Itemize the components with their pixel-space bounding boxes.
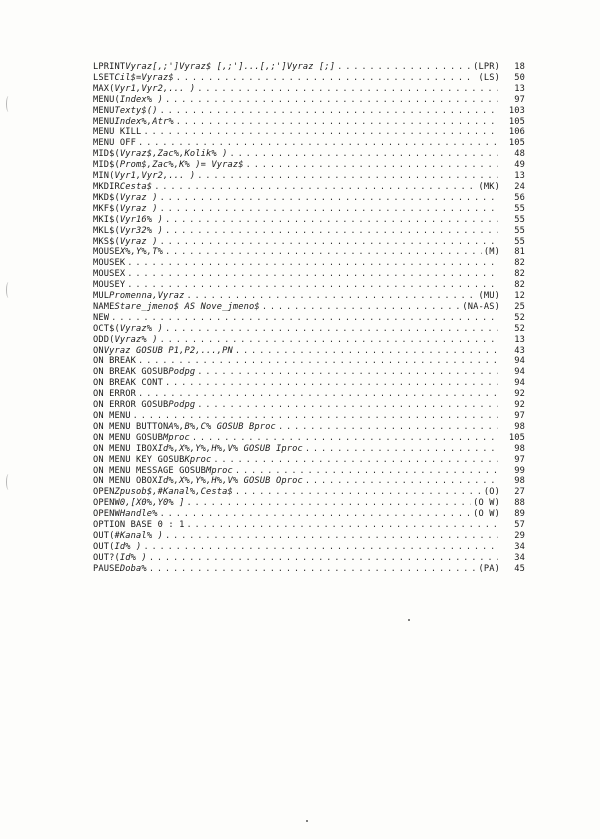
dot-leader bbox=[165, 226, 498, 237]
entry-arguments: 0,[X0%,Y0% ] bbox=[119, 498, 185, 509]
index-entry bbox=[93, 280, 525, 291]
entry-keyword: MUL bbox=[93, 291, 110, 302]
entry-keyword: ON MENU OBOX bbox=[93, 476, 158, 487]
entry-page-number: 94 bbox=[514, 356, 525, 367]
dot-leader bbox=[165, 215, 498, 226]
entry-keyword: LPRINT bbox=[93, 62, 126, 72]
margin-mark bbox=[6, 474, 11, 490]
entry-keyword: MKI$( bbox=[93, 214, 120, 225]
entry-arguments: Vyr32% ) bbox=[119, 225, 163, 236]
entry-keyword: ODD( bbox=[93, 334, 115, 345]
index-entry bbox=[93, 335, 525, 346]
entry-keyword: OPEN bbox=[93, 487, 115, 498]
entry-page-number: 43 bbox=[514, 345, 525, 356]
index-entry bbox=[93, 171, 525, 182]
entry-keyword: MKDIR bbox=[93, 181, 120, 192]
index-entry bbox=[93, 367, 525, 378]
entry-arguments: Prom$,Zac%,K% )= Vyraz$ bbox=[119, 160, 244, 171]
index-entry bbox=[93, 346, 525, 357]
dot-leader bbox=[160, 335, 498, 346]
entry-keyword: MOUSE bbox=[93, 247, 120, 258]
dot-leader bbox=[192, 433, 498, 444]
entry-arguments: Vyraz ) bbox=[119, 203, 158, 214]
entry-abbreviation: (O W) bbox=[473, 509, 500, 520]
dot-leader bbox=[165, 247, 482, 258]
entry-page-number: 88 bbox=[514, 498, 525, 509]
entry-keyword: NAME bbox=[93, 301, 115, 312]
entry-page-number: 92 bbox=[514, 400, 525, 411]
index-entry bbox=[93, 73, 525, 84]
dot-leader bbox=[235, 346, 498, 357]
entry-page-number: 27 bbox=[514, 487, 525, 498]
entry-abbreviation: (LS) bbox=[478, 72, 500, 83]
entry-keyword: MKF$( bbox=[93, 203, 120, 214]
entry-page-number: 89 bbox=[514, 509, 525, 520]
index-entry bbox=[93, 466, 525, 477]
entry-page-number: 105 bbox=[508, 116, 525, 127]
entry-keyword: OPENW bbox=[93, 498, 120, 509]
entry-arguments: Cil$=Vyraz$ bbox=[114, 72, 174, 83]
entry-keyword: MOUSEX bbox=[93, 269, 126, 280]
dot-leader bbox=[197, 400, 498, 411]
dot-leader bbox=[154, 182, 476, 193]
entry-abbreviation: (O W) bbox=[473, 498, 500, 509]
entry-page-number: 55 bbox=[514, 225, 525, 236]
entry-arguments: Id% ) bbox=[114, 541, 142, 552]
dot-leader bbox=[235, 466, 498, 477]
index-entry bbox=[93, 324, 525, 335]
entry-keyword: OUT?( bbox=[93, 552, 120, 563]
index-entry bbox=[93, 433, 525, 444]
dot-leader bbox=[138, 356, 498, 367]
entry-keyword: OCT$( bbox=[93, 323, 120, 334]
dot-leader bbox=[186, 520, 498, 531]
entry-keyword: ON MENU BUTTON bbox=[93, 421, 169, 432]
entry-keyword: ON ERROR GOSUB bbox=[93, 400, 169, 411]
entry-page-number: 103 bbox=[508, 105, 525, 116]
entry-page-number: 29 bbox=[514, 530, 525, 541]
entry-abbreviation: (MU) bbox=[478, 291, 500, 302]
entry-page-number: 57 bbox=[514, 520, 525, 531]
entry-keyword: OUT( bbox=[93, 541, 115, 552]
entry-arguments: Id%,X%,Y%,H%,V% GOSUB Oproc bbox=[157, 476, 303, 487]
entry-arguments: Vyr1,Vyr2,... ) bbox=[114, 171, 196, 182]
index-entry bbox=[93, 193, 525, 204]
index-entry bbox=[93, 476, 525, 487]
entry-arguments: Podpg bbox=[168, 400, 196, 411]
entry-page-number: 94 bbox=[514, 378, 525, 389]
entry-keyword: MENU KILL bbox=[93, 127, 142, 138]
entry-page-number: 34 bbox=[514, 552, 525, 563]
entry-arguments: Zpusob$,#Kanal%,Cesta$ bbox=[114, 487, 233, 498]
entry-keyword: MID$( bbox=[93, 149, 120, 160]
entry-keyword: OUT( bbox=[93, 530, 115, 541]
index-entry bbox=[93, 182, 525, 193]
dot-leader bbox=[127, 258, 498, 269]
entry-arguments: A%,B%,C% GOSUB Bproc bbox=[168, 421, 276, 432]
speck bbox=[306, 820, 308, 822]
entry-keyword: LSET bbox=[93, 72, 115, 83]
entry-arguments: Vyr16% ) bbox=[119, 214, 163, 225]
entry-page-number: 13 bbox=[514, 83, 525, 94]
entry-arguments: Cesta$ bbox=[119, 181, 153, 192]
dot-leader bbox=[160, 509, 472, 520]
entry-abbreviation: (LPR) bbox=[473, 62, 500, 72]
index-entry bbox=[93, 302, 525, 313]
dot-leader bbox=[143, 542, 498, 553]
entry-page-number: 82 bbox=[514, 258, 525, 269]
entry-keyword: ON MENU KEY GOSUB bbox=[93, 454, 185, 465]
index-entry bbox=[93, 313, 525, 324]
entry-keyword: MENU OFF bbox=[93, 138, 137, 149]
index-entry bbox=[93, 215, 525, 226]
entry-arguments: Vyr1,Vyr2,... ) bbox=[114, 83, 196, 94]
entry-keyword: ON MENU IBOX bbox=[93, 443, 158, 454]
entry-page-number: 52 bbox=[514, 323, 525, 334]
margin-mark bbox=[6, 282, 11, 298]
dot-leader bbox=[149, 564, 477, 575]
index-entry bbox=[93, 62, 525, 73]
entry-abbreviation: (MK) bbox=[478, 181, 500, 192]
entry-page-number: 99 bbox=[514, 465, 525, 476]
entry-keyword: MENU bbox=[93, 105, 115, 116]
entry-abbreviation: (PA) bbox=[478, 563, 500, 574]
entry-keyword: NEW bbox=[93, 312, 110, 323]
entry-keyword: ON bbox=[93, 345, 104, 356]
dot-leader bbox=[278, 422, 498, 433]
dot-leader bbox=[165, 95, 498, 106]
entry-page-number: 105 bbox=[508, 138, 525, 149]
index-entry bbox=[93, 509, 525, 520]
index-entry bbox=[93, 258, 525, 269]
entry-arguments: Vyraz ) bbox=[119, 192, 158, 203]
dot-leader bbox=[197, 367, 498, 378]
dot-leader bbox=[197, 171, 498, 182]
entry-page-number: 25 bbox=[514, 301, 525, 312]
entry-keyword: PAUSE bbox=[93, 563, 120, 574]
index-entry bbox=[93, 542, 525, 553]
dot-leader bbox=[262, 302, 461, 313]
dot-leader bbox=[337, 62, 471, 73]
index-entry bbox=[93, 160, 525, 171]
dot-leader bbox=[160, 204, 498, 215]
index-entry bbox=[93, 389, 525, 400]
index-entry bbox=[93, 269, 525, 280]
dot-leader bbox=[197, 84, 498, 95]
index-entry bbox=[93, 444, 525, 455]
entry-keyword: ON MENU MESSAGE GOSUB bbox=[93, 465, 206, 476]
entry-page-number: 45 bbox=[514, 563, 525, 574]
index-entry bbox=[93, 138, 525, 149]
index-entry bbox=[93, 553, 525, 564]
index-entry bbox=[93, 411, 525, 422]
entry-keyword: ON MENU GOSUB bbox=[93, 432, 163, 443]
entry-arguments: Vyraz% ) bbox=[119, 323, 163, 334]
entry-page-number: 98 bbox=[514, 443, 525, 454]
dot-leader bbox=[127, 269, 498, 280]
entry-arguments: Handle% bbox=[119, 509, 158, 520]
entry-page-number: 98 bbox=[514, 421, 525, 432]
entry-page-number: 92 bbox=[514, 389, 525, 400]
entry-page-number: 52 bbox=[514, 312, 525, 323]
dot-leader bbox=[160, 237, 498, 248]
dot-leader bbox=[160, 106, 498, 117]
dot-leader bbox=[305, 476, 498, 487]
dot-leader bbox=[138, 138, 498, 149]
dot-leader bbox=[143, 127, 498, 138]
index-entry bbox=[93, 204, 525, 215]
margin-mark bbox=[6, 96, 11, 112]
entry-abbreviation: (NA-AS) bbox=[462, 301, 500, 312]
dot-leader bbox=[213, 455, 498, 466]
dot-leader bbox=[165, 531, 498, 542]
entry-page-number: 24 bbox=[514, 181, 525, 192]
entry-keyword: OPENW bbox=[93, 509, 120, 520]
entry-page-number: 97 bbox=[514, 411, 525, 421]
entry-abbreviation: (M) bbox=[483, 247, 500, 258]
index-entry bbox=[93, 106, 525, 117]
index-entry bbox=[93, 520, 525, 531]
entry-page-number: 81 bbox=[514, 247, 525, 258]
entry-page-number: 82 bbox=[514, 280, 525, 291]
entry-page-number: 82 bbox=[514, 269, 525, 280]
entry-arguments: Vyraz GOSUB P1,P2,...,PN bbox=[103, 345, 233, 356]
entry-page-number: 50 bbox=[514, 72, 525, 83]
index-list bbox=[93, 62, 525, 575]
entry-page-number: 94 bbox=[514, 367, 525, 378]
entry-page-number: 13 bbox=[514, 334, 525, 345]
entry-arguments: Kproc bbox=[184, 454, 212, 465]
dot-leader bbox=[305, 444, 498, 455]
entry-keyword: MKD$( bbox=[93, 192, 120, 203]
index-entry bbox=[93, 455, 525, 466]
dot-leader bbox=[235, 487, 482, 498]
entry-page-number: 12 bbox=[514, 291, 525, 302]
entry-abbreviation: (O) bbox=[483, 487, 500, 498]
index-entry bbox=[93, 531, 525, 542]
entry-arguments: Vyraz% ) bbox=[114, 334, 158, 345]
index-entry bbox=[93, 378, 525, 389]
entry-page-number: 48 bbox=[514, 149, 525, 160]
dot-leader bbox=[176, 73, 477, 84]
entry-arguments: Doba% bbox=[119, 563, 147, 574]
entry-keyword: MENU( bbox=[93, 94, 120, 105]
index-entry bbox=[93, 127, 525, 138]
dot-leader bbox=[186, 291, 476, 302]
dot-leader bbox=[138, 389, 498, 400]
entry-keyword: ON BREAK GOSUB bbox=[93, 367, 169, 378]
entry-page-number: 105 bbox=[508, 432, 525, 443]
dot-leader bbox=[176, 117, 498, 128]
entry-page-number: 49 bbox=[514, 160, 525, 171]
dot-leader bbox=[149, 553, 498, 564]
entry-arguments: Vyraz[,;']Vyraz$ [,;']...[,;']Vyraz [;] bbox=[125, 62, 336, 72]
speck bbox=[408, 619, 410, 621]
entry-page-number: 97 bbox=[514, 454, 525, 465]
dot-leader bbox=[111, 313, 498, 324]
entry-page-number: 97 bbox=[514, 94, 525, 105]
entry-keyword: MENU bbox=[93, 116, 115, 127]
entry-arguments: Vyraz$,Zac%,Kolik% ) bbox=[119, 149, 228, 160]
entry-arguments: Mproc bbox=[206, 465, 233, 476]
entry-page-number: 18 bbox=[514, 62, 525, 72]
index-entry bbox=[93, 564, 525, 575]
index-entry bbox=[93, 84, 525, 95]
entry-keyword: MAX( bbox=[93, 83, 115, 94]
entry-keyword: ON BREAK bbox=[93, 356, 137, 367]
index-entry bbox=[93, 400, 525, 411]
index-entry bbox=[93, 487, 525, 498]
index-entry bbox=[93, 422, 525, 433]
index-entry bbox=[93, 149, 525, 160]
entry-page-number: 98 bbox=[514, 476, 525, 487]
index-entry bbox=[93, 95, 525, 106]
entry-arguments: Texty$() bbox=[114, 105, 158, 116]
entry-keyword: MOUSEK bbox=[93, 258, 126, 269]
index-entry bbox=[93, 356, 525, 367]
entry-keyword: MOUSEY bbox=[93, 280, 126, 291]
entry-arguments: Stare_jmeno$ AS Nove_jmeno$ bbox=[114, 301, 260, 312]
index-entry bbox=[93, 291, 525, 302]
entry-keyword: MID$( bbox=[93, 160, 120, 171]
dot-leader bbox=[246, 160, 498, 171]
dot-leader bbox=[165, 324, 498, 335]
entry-arguments: Mproc bbox=[162, 432, 190, 443]
entry-arguments: Podpg bbox=[168, 367, 196, 378]
entry-arguments: Id%,X%,Y%,H%,V% GOSUB Iproc bbox=[157, 443, 303, 454]
entry-arguments: Index%,Atr% bbox=[114, 116, 174, 127]
dot-leader bbox=[127, 280, 498, 291]
entry-page-number: 55 bbox=[514, 203, 525, 214]
entry-arguments: #Kanal% ) bbox=[114, 530, 163, 541]
dot-leader bbox=[160, 193, 498, 204]
entry-keyword: OPTION BASE 0 : 1 bbox=[93, 520, 185, 531]
entry-keyword: ON MENU bbox=[93, 411, 131, 421]
entry-arguments: Id% ) bbox=[119, 552, 147, 563]
entry-keyword: MIN( bbox=[93, 171, 115, 182]
entry-keyword: ON BREAK CONT bbox=[93, 378, 163, 389]
entry-arguments: X%,Y%,T% bbox=[119, 247, 163, 258]
entry-arguments: Vyraz ) bbox=[119, 236, 158, 247]
dot-leader bbox=[165, 378, 498, 389]
entry-page-number: 55 bbox=[514, 236, 525, 247]
entry-page-number: 106 bbox=[508, 127, 525, 138]
entry-keyword: ON ERROR bbox=[93, 389, 137, 400]
index-entry bbox=[93, 247, 525, 258]
entry-page-number: 56 bbox=[514, 192, 525, 203]
entry-arguments: Index% ) bbox=[119, 94, 163, 105]
index-entry bbox=[93, 237, 525, 248]
entry-arguments: Promenna,Vyraz bbox=[109, 291, 185, 302]
entry-page-number: 34 bbox=[514, 541, 525, 552]
index-entry bbox=[93, 117, 525, 128]
index-entry bbox=[93, 498, 525, 509]
dot-leader bbox=[230, 149, 498, 160]
dot-leader bbox=[133, 411, 498, 422]
entry-page-number: 13 bbox=[514, 171, 525, 182]
dot-leader bbox=[186, 498, 471, 509]
entry-page-number: 55 bbox=[514, 214, 525, 225]
index-entry bbox=[93, 226, 525, 237]
entry-keyword: MKS$( bbox=[93, 236, 120, 247]
entry-keyword: MKL$( bbox=[93, 225, 120, 236]
